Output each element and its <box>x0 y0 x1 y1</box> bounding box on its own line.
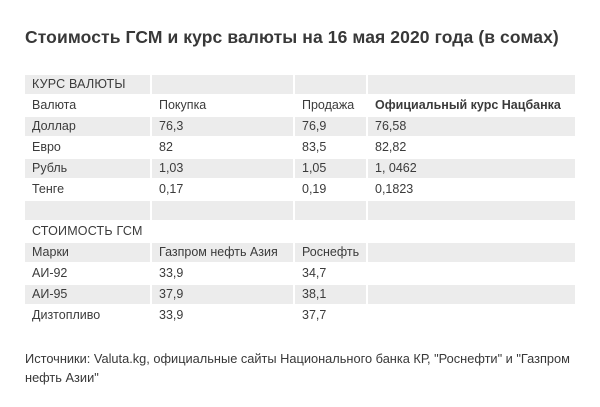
column-header-sell: Продажа <box>295 96 366 115</box>
value-cell: 1,05 <box>295 159 366 178</box>
column-header-official-rate: Официальный курс Нацбанка <box>368 96 575 115</box>
rates-table <box>25 75 575 325</box>
value-cell: 83,5 <box>295 138 366 157</box>
row-label: Дизтопливо <box>25 306 150 325</box>
empty-cell <box>295 222 366 241</box>
sources-note: Источники: Valuta.kg, официальные сайты Национального банка КР, "Роснефти" и "Газпром нефть Азии" <box>25 351 570 385</box>
value-cell: 76,3 <box>152 117 293 136</box>
column-header-gazprom: Газпром нефть Азия <box>152 243 293 262</box>
table-row-tenge <box>25 180 575 199</box>
table-row-ruble <box>25 159 575 178</box>
table-row-ai92 <box>25 264 575 283</box>
value-cell: 0,1823 <box>368 180 575 199</box>
value-cell: 82,82 <box>368 138 575 157</box>
value-cell: 1, 0462 <box>368 159 575 178</box>
row-label: Доллар <box>25 117 150 136</box>
fuel-section-row <box>25 222 575 241</box>
table-row-dollar <box>25 117 575 136</box>
row-label: Тенге <box>25 180 150 199</box>
empty-cell <box>295 201 366 220</box>
column-header-currency: Валюта <box>25 96 150 115</box>
row-label: АИ-95 <box>25 285 150 304</box>
value-cell: 0,17 <box>152 180 293 199</box>
column-header-rosneft: Роснефть <box>295 243 366 262</box>
fuel-header-row <box>25 243 575 262</box>
value-cell: 0,19 <box>295 180 366 199</box>
value-cell: 33,9 <box>152 264 293 283</box>
empty-cell <box>368 75 575 94</box>
row-label: Евро <box>25 138 150 157</box>
table-row-diesel <box>25 306 575 325</box>
value-cell: 37,7 <box>295 306 366 325</box>
value-cell: 33,9 <box>152 306 293 325</box>
column-header-brand: Марки <box>25 243 150 262</box>
empty-cell <box>368 306 575 325</box>
empty-cell <box>368 243 575 262</box>
empty-cell <box>295 75 366 94</box>
currency-header-row <box>25 96 575 115</box>
empty-cell <box>368 222 575 241</box>
currency-section-label: КУРС ВАЛЮТЫ <box>25 75 150 94</box>
row-label: Рубль <box>25 159 150 178</box>
column-header-buy: Покупка <box>152 96 293 115</box>
value-cell: 1,03 <box>152 159 293 178</box>
value-cell: 76,9 <box>295 117 366 136</box>
value-cell: 38,1 <box>295 285 366 304</box>
value-cell: 37,9 <box>152 285 293 304</box>
empty-cell <box>368 285 575 304</box>
value-cell: 34,7 <box>295 264 366 283</box>
table-row-ai95 <box>25 285 575 304</box>
empty-cell <box>25 201 150 220</box>
value-cell: 82 <box>152 138 293 157</box>
table-row-euro <box>25 138 575 157</box>
spacer-row <box>25 201 575 220</box>
empty-cell <box>152 222 293 241</box>
empty-cell <box>152 201 293 220</box>
fuel-section-label: СТОИМОСТЬ ГСМ <box>25 222 150 241</box>
empty-cell <box>368 201 575 220</box>
value-cell: 76,58 <box>368 117 575 136</box>
currency-section-row <box>25 75 575 94</box>
page-title: Стоимость ГСМ и курс валюты на 16 мая 2020 года (в сомах) <box>25 27 559 47</box>
empty-cell <box>152 75 293 94</box>
row-label: АИ-92 <box>25 264 150 283</box>
empty-cell <box>368 264 575 283</box>
